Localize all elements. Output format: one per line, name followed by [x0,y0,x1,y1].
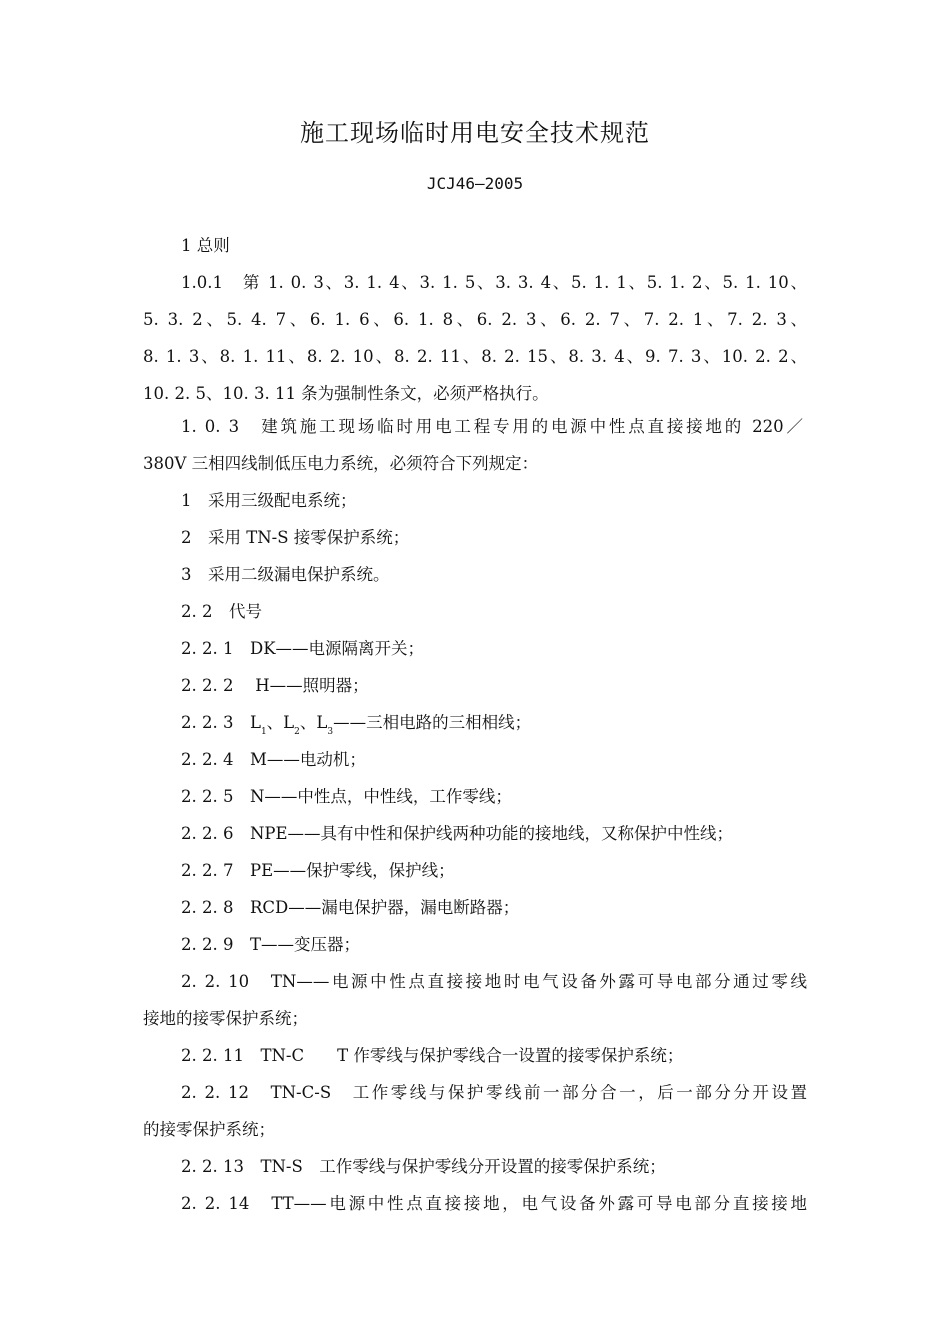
subscript: 1 [260,727,267,737]
definition-line: 的接零保护系统； [143,1120,275,1139]
definition-line: 2. 2. 7 PE——保护零线，保护线； [181,861,455,880]
list-item: 1 采用三级配电系统； [181,491,357,510]
definition-line: 2. 2. 13 TN-S 工作零线与保护零线分开设置的接零保护系统； [181,1157,666,1176]
definition-prefix: 2. 2. 3 L [181,713,261,732]
definition-line: 2. 2. 9 T——变压器； [181,935,360,954]
definition-line: 2. 2. 10 TN——电源中性点直接接地时电气设备外露可导电部分通过零线 [181,972,807,991]
definition-line: 2. 2. 5 N——中性点，中性线，工作零线； [181,787,512,806]
definition-line: 2. 2. 8 RCD——漏电保护器，漏电断路器； [181,898,520,917]
definition-line: 2. 2. 1 DK——电源隔离开关； [181,639,425,658]
definition-line: 2. 2. 2 H——照明器； [181,676,369,695]
paragraph-line: 1.0.1 第 1. 0. 3、3. 1. 4、3. 1. 5、3. 3. 4、5. 1. 1、5. 1. 2、5. 1. 10、 [181,273,807,292]
definition-line: 2. 2. 4 M——电动机； [181,750,366,769]
section-heading: 1 总则 [181,236,230,255]
list-item: 3 采用二级漏电保护系统。 [181,565,390,584]
definition-text: 、L [299,713,328,732]
definition-line [181,711,531,738]
subscript: 2 [294,727,300,737]
definition-line: 2. 2. 14 TT——电源中性点直接接地，电气设备外露可导电部分直接接地 [181,1194,807,1213]
paragraph-line: 5. 3. 2、5. 4. 7、6. 1. 6、6. 1. 8、6. 2. 3、6. 2. 7、7. 2. 1、7. 2. 3、 [143,310,807,329]
definition-text: 、L [266,713,295,732]
section-heading: 2. 2 代号 [181,602,262,621]
paragraph-line: 1. 0. 3 建筑施工现场临时用电工程专用的电源中性点直接接地的 220／ [181,417,803,436]
paragraph-line: 10. 2. 5、10. 3. 11 条为强制性条文，必须严格执行。 [143,384,549,403]
paragraph-line: 380V 三相四线制低压电力系统，必须符合下列规定： [143,454,539,473]
definition-line: 2. 2. 12 TN-C-S 工作零线与保护零线前一部分合一，后一部分分开设置 [181,1083,807,1102]
list-item: 2 采用 TN-S 接零保护系统； [181,528,410,547]
definition-text: ——三相电路的三相相线； [333,713,532,732]
definition-line: 2. 2. 11 TN-C T 作零线与保护零线合一设置的接零保护系统； [181,1046,684,1065]
paragraph-line: 8. 1. 3、8. 1. 11、8. 2. 10、8. 2. 11、8. 2. 15、8. 3. 4、9. 7. 3、10. 2. 2、 [143,347,807,366]
definition-line: 接地的接零保护系统； [143,1009,308,1028]
definition-line: 2. 2. 6 NPE——具有中性和保护线两种功能的接地线，又称保护中性线； [181,824,734,843]
subscript: 3 [327,727,334,737]
standard-code: JCJ46—2005 [426,174,524,193]
document-title: 施工现场临时用电安全技术规范 [300,119,650,147]
